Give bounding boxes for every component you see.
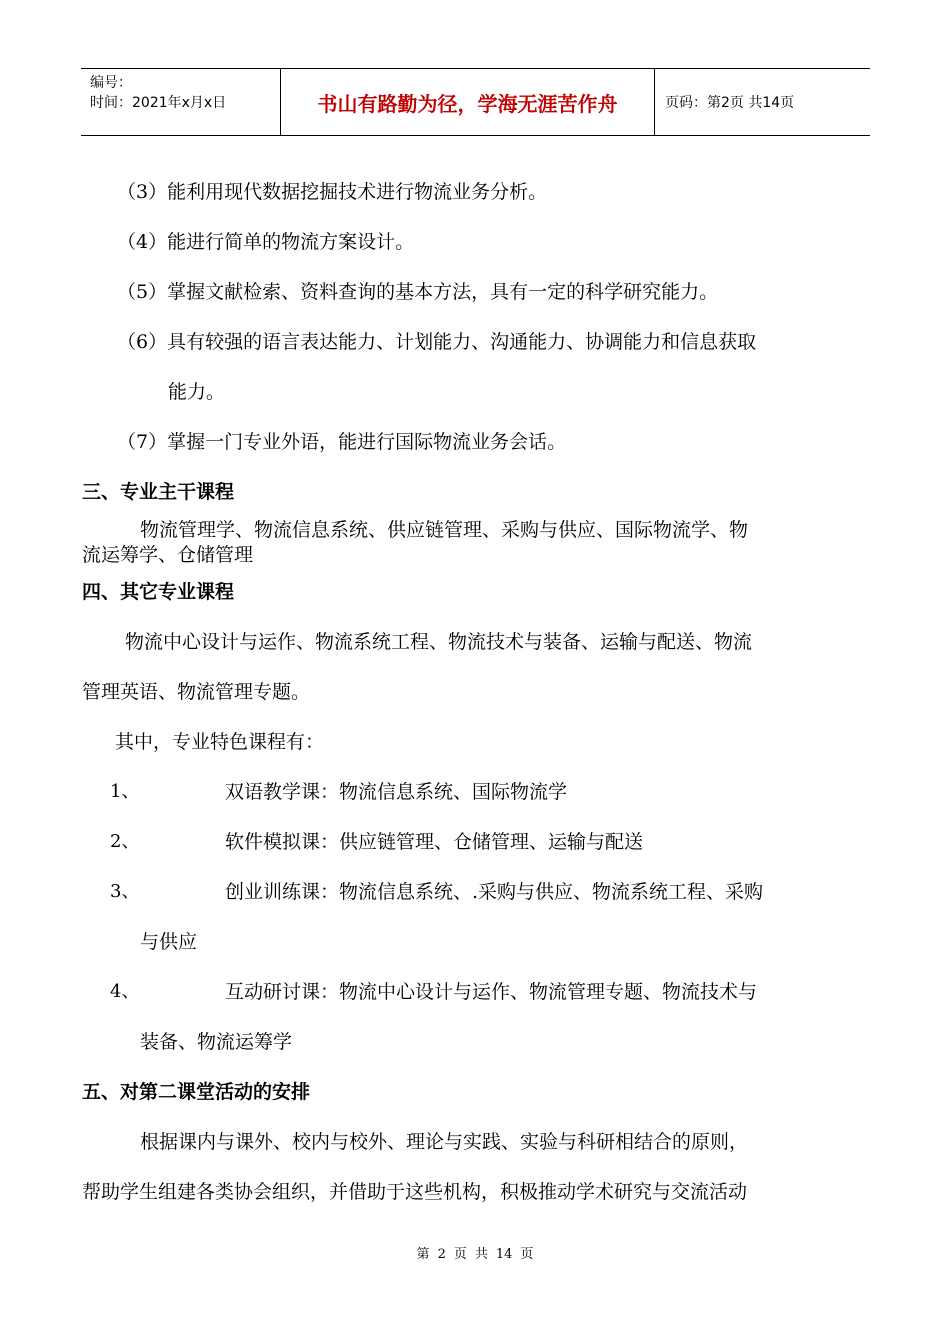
footer-page-unit: 页 — [453, 1247, 467, 1262]
section5-title: 五、对第二课堂活动的安排 — [82, 1081, 311, 1103]
page-header — [81, 68, 870, 136]
page-footer — [0, 1246, 950, 1264]
footer-total-word: 共 — [474, 1247, 488, 1262]
feature-item-1: 双语教学课：物流信息系统、国际物流学 — [225, 781, 568, 803]
feature-num-4: 4、 — [110, 981, 140, 1002]
code-label: 编号： — [90, 75, 132, 91]
ability-item-7: （7）掌握一门专业外语，能进行国际物流业务会话。 — [117, 431, 567, 453]
section4-line1: 物流中心设计与运作、物流系统工程、物流技术与装备、运输与配送、物流 — [125, 631, 753, 653]
section4-line2: 管理英语、物流管理专题。 — [82, 681, 311, 703]
section5-line1: 根据课内与课外、校内与校外、理论与实践、实验与科研相结合的原则， — [140, 1131, 749, 1153]
header-meta — [81, 69, 281, 135]
section3-line1: 物流管理学、物流信息系统、供应链管理、采购与供应、国际物流学、物 — [140, 519, 749, 541]
header-motto: 书山有路勤为径，学海无涯苦作舟 — [281, 69, 655, 135]
ability-item-6-cont: 能力。 — [168, 381, 226, 403]
section5-line2: 帮助学生组建各类协会组织，并借助于这些机构，积极推动学术研究与交流活动 — [82, 1181, 748, 1203]
section3-title: 三、专业主干课程 — [82, 481, 235, 503]
feature-item-4: 互动研讨课：物流中心设计与运作、物流管理专题、物流技术与 — [225, 981, 758, 1003]
feature-item-2: 软件模拟课：供应链管理、仓储管理、运输与配送 — [225, 831, 644, 853]
ability-item-6: （6）具有较强的语言表达能力、计划能力、沟通能力、协调能力和信息获取 — [117, 331, 757, 353]
section3-line2: 流运筹学、仓储管理 — [82, 544, 254, 566]
feature-num-2: 2、 — [110, 831, 140, 852]
footer-page-word: 第 — [416, 1247, 430, 1262]
footer-total-unit: 页 — [520, 1247, 534, 1262]
footer-total-num: 14 — [495, 1247, 513, 1262]
section4-intro: 其中，专业特色课程有： — [115, 731, 325, 753]
feature-item-4-cont: 装备、物流运筹学 — [140, 1031, 293, 1053]
ability-item-4: （4）能进行简单的物流方案设计。 — [117, 231, 415, 253]
section4-title: 四、其它专业课程 — [82, 581, 235, 603]
footer-page-num: 2 — [437, 1247, 446, 1262]
feature-item-3: 创业训练课：物流信息系统、.采购与供应、物流系统工程、采购 — [225, 881, 764, 903]
header-page-label: 页码：第2页 共14页 — [665, 95, 795, 111]
ability-item-3: （3）能利用现代数据挖掘技术进行物流业务分析。 — [117, 181, 548, 203]
feature-item-3-cont: 与供应 — [140, 931, 198, 953]
ability-item-5: （5）掌握文献检索、资料查询的基本方法，具有一定的科学研究能力。 — [117, 281, 719, 303]
feature-num-1: 1、 — [110, 781, 140, 802]
feature-num-3: 3、 — [110, 881, 140, 902]
date-label: 时间：2021年x月x日 — [90, 95, 227, 111]
